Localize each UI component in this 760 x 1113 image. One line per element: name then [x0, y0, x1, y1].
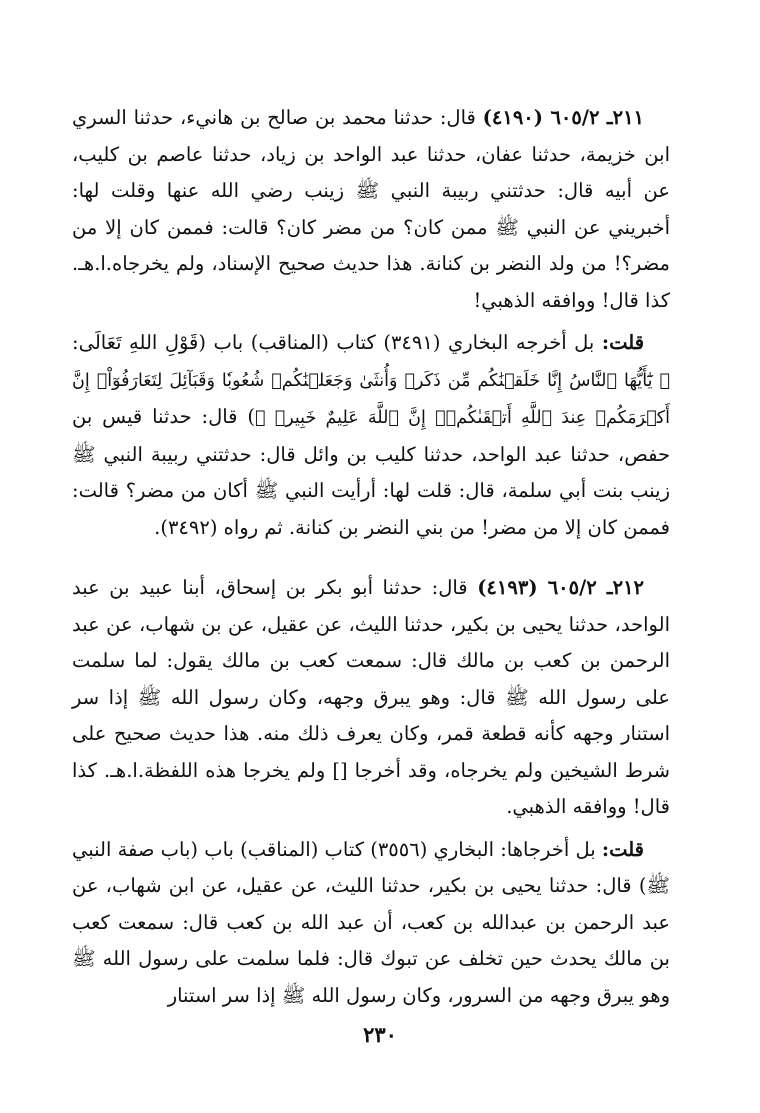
commentary-rest: ) قال: حدثنا قيس بن حفص، حدثنا عبد الواحد، حدثنا كليب بن وائل قال: حدثتني ربيبة النبي ﷺ زينب بنت أبي سلمة، قال: قلت لها: أرأيت النبي ﷺ أكان من مضر؟ قالت: فممن كان إلا من مضر! من بني النضر بن كنانة. ثم رواه (٣٤٩٢). — [72, 405, 670, 539]
commentary-intro: بل أخرجه البخاري (٣٤٩١) كتاب (المناقب) باب (قَوْلِ اللهِ تَعَالَى: — [72, 331, 595, 354]
hadith-reference: ٢١١ـ ٦٠٥/٢ (٤١٩٠) — [482, 106, 645, 129]
entry-separator — [72, 546, 670, 570]
commentary — [72, 325, 670, 546]
hadith-text — [72, 570, 670, 826]
hadith-text — [72, 100, 670, 319]
hadith-reference: ٢١٢ـ ٦٠٥/٢ (٤١٩٣) — [477, 576, 645, 599]
page-number: ٢٣٠ — [363, 1022, 397, 1047]
commentary-intro: بل أخرجاها: البخاري (٣٥٥٦) كتاب (المناقب) باب (باب صفة النبي ﷺ) قال: حدثنا يحيى بن بكير، حدثنا الليث، عن عقيل، عن ابن شهاب، عن عبد الرحمن بن عبدالله بن كعب، أن عبد الله بن كعب قال: سمعت كعب بن مالك يحدث حين تخلف عن تبوك قال: فلما سلمت على رسول الله ﷺ وهو يبرق وجهه من السرور، وكان رسول الله ﷺ إذا سر استنار — [72, 837, 670, 1007]
hadith-body: قال: حدثنا محمد بن صالح بن هانيء، حدثنا السري ابن خزيمة، حدثنا عفان، حدثنا عبد الواحد بن زياد، حدثنا عاصم بن كليب، عن أبيه قال: حدثتني ربيبة النبي ﷺ زينب رضي الله عنها وقلت لها: أخبريني عن النبي ﷺ ممن كان؟ من مضر كان؟ قالت: فممن كان إلا من مضر؟! من ولد النضر بن كنانة. هذا حديث صحيح الإسناد، ولم يخرجاه.ا.هـ. كذا قال! ووافقه الذهبي! — [72, 106, 670, 312]
hadith-body: قال: حدثنا أبو بكر بن إسحاق، أبنا عبيد بن عبد الواحد، حدثنا يحيى بن بكير، حدثنا الليث، عن عقيل، عن بن شهاب، عن عبد الرحمن بن كعب بن مالك قال: سمعت كعب بن مالك يقول: لما سلمت على رسول الله ﷺ قال: وهو يبرق وجهه، وكان رسول الله ﷺ إذا سر استنار وجهه كأنه قطعة قمر، وكان يعرف ذلك منه. هذا حديث صحيح على شرط الشيخين ولم يخرجاه، وقد أخرجا [] ولم يخرجا هذه اللفظة.ا.هـ. كذا قال! ووافقه الذهبي. — [72, 576, 670, 818]
page-body — [72, 100, 670, 1014]
commentary — [72, 832, 670, 1015]
commentary-lead: قلت: — [601, 331, 645, 354]
hadith-entry-212 — [72, 570, 670, 1014]
quran-verse: ﴿ يَٰٓأَيُّهَا ٱلنَّاسُ إِنَّا خَلَقۡنَٰكُم مِّن ذَكَرٖ وَأُنثَىٰ وَجَعَلۡنَٰكُمۡ شُعُوبٗا وَقَبَآئِلَ لِتَعَارَفُوٓاْۚ إِنَّ أَكۡرَمَكُمۡ عِندَ ٱللَّهِ أَتۡقَىٰكُمۡۚ إِنَّ ٱللَّهَ عَلِيمٌ خَبِيرٞ ﴾ — [72, 370, 670, 428]
hadith-entry-211 — [72, 100, 670, 546]
commentary-lead: قلت: — [601, 837, 644, 861]
